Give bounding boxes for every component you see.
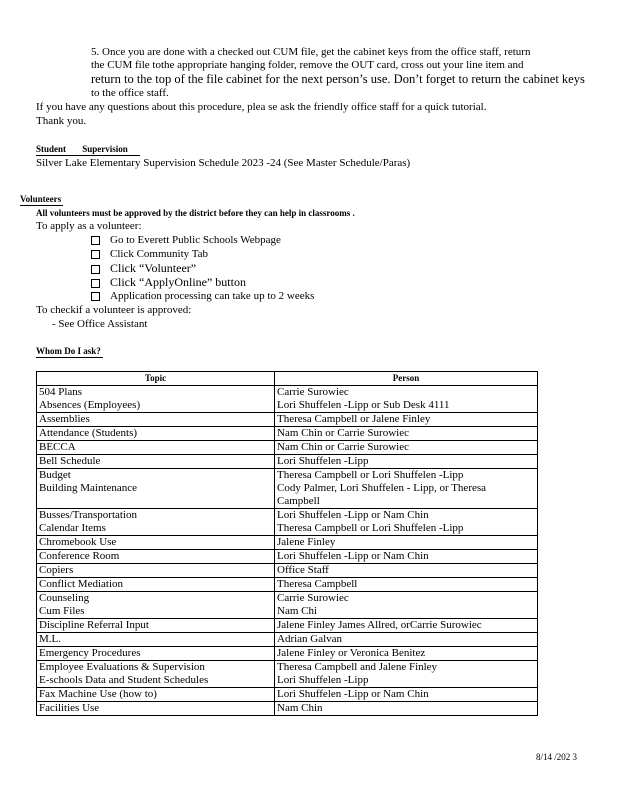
table-row [37,536,538,550]
table-row [37,469,538,509]
table-row [37,427,538,441]
person-cell: Jalene Finley or Veronica Benitez [275,647,538,661]
table-row [37,413,538,427]
volunteer-step [91,262,196,276]
table-row [37,455,538,469]
topic-cell: Employee Evaluations & Supervision E-schools Data and Student Schedules [37,661,275,688]
page-footer: 8/14 /202 3 [536,752,578,762]
table-header-row [37,372,538,386]
table-row [37,550,538,564]
person-cell: Theresa Campbell [275,578,538,592]
step5-line3: return to the top of the file cabinet for the next person’s use. Don’t forget to return the cabinet keys [91,72,585,86]
volunteer-step [91,290,314,303]
questions-text: If you have any questions about this procedure, plea se ask the friendly office staff for a quick tutorial. [36,101,487,113]
step-text: Click Community Tab [110,248,209,260]
table-row [37,592,538,619]
person-cell: Lori Shuffelen -Lipp or Nam Chin [275,550,538,564]
person-cell: Theresa Campbell or Jalene Finley [275,413,538,427]
table-row [37,578,538,592]
topic-cell: Fax Machine Use (how to) [37,688,275,702]
topic-cell: BECCA [37,441,275,455]
person-cell: Jalene Finley [275,536,538,550]
table-row [37,509,538,536]
apply-volunteer-text: To apply as a volunteer: [36,220,142,232]
person-cell: Theresa Campbell and Jalene Finley Lori Shuffelen -Lipp [275,661,538,688]
table-row [37,441,538,455]
step5-line1: 5. Once you are done with a checked out CUM file, get the cabinet keys from the office staff, return [91,46,531,58]
topic-cell: Bell Schedule [37,455,275,469]
check-volunteer-text: To checkif a volunteer is approved: [36,304,192,316]
person-cell: Lori Shuffelen -Lipp [275,455,538,469]
topic-cell: Facilities Use [37,702,275,716]
step-text: Click “ApplyOnline” button [110,275,246,289]
student-supervision-heading [36,144,140,156]
table-row [37,661,538,688]
table-row [37,688,538,702]
column-header-person: Person [275,372,538,386]
topic-cell: Counseling Cum Files [37,592,275,619]
person-cell: Theresa Campbell or Lori Shuffelen -Lipp Cody Palmer, Lori Shuffelen - Lipp, or Theresa Campbell [275,469,538,509]
topic-cell: Busses/Transportation Calendar Items [37,509,275,536]
topic-cell: Copiers [37,564,275,578]
topic-cell: Chromebook Use [37,536,275,550]
step-text: Click “Volunteer” [110,261,197,275]
table-row [37,386,538,413]
topic-cell: 504 Plans Absences (Employees) [37,386,275,413]
person-cell: Nam Chin or Carrie Surowiec [275,427,538,441]
person-cell: Carrie Surowiec Lori Shuffelen -Lipp or Sub Desk 4111 [275,386,538,413]
volunteer-step [91,234,281,247]
person-cell: Jalene Finley James Allred, orCarrie Surowiec [275,619,538,633]
step-text: Application processing can take up to 2 weeks [110,290,315,302]
person-cell: Lori Shuffelen -Lipp or Nam Chin [275,688,538,702]
table-row [37,647,538,661]
topic-cell: Budget Building Maintenance [37,469,275,509]
see-office-assistant-text: - See Office Assistant [52,318,148,330]
supervision-schedule-text: Silver Lake Elementary Supervision Schedule 2023 -24 (See Master Schedule/Paras) [36,157,411,169]
column-header-topic: Topic [37,372,275,386]
volunteers-approval-note: All volunteers must be approved by the district before they can help in classrooms . [36,208,355,218]
step5-line2: the CUM file tothe appropriate hanging folder, remove the OUT card, cross out your line item and [91,59,524,71]
person-cell: Lori Shuffelen -Lipp or Nam Chin Theresa Campbell or Lori Shuffelen -Lipp [275,509,538,536]
contact-table [36,371,538,716]
topic-cell: Assemblies [37,413,275,427]
thank-you-text: Thank you. [36,115,87,127]
whom-do-i-ask-heading: Whom Do I ask? [36,346,101,356]
volunteers-heading: Volunteers [20,194,62,204]
topic-cell: Discipline Referral Input [37,619,275,633]
topic-cell: Conflict Mediation [37,578,275,592]
checkbox-icon [91,292,100,301]
table-body [37,386,538,716]
table-row [37,702,538,716]
person-cell: Office Staff [275,564,538,578]
checkbox-icon [91,236,100,245]
checkbox-icon [91,279,100,288]
volunteer-step [91,276,246,290]
topic-cell: M.L. [37,633,275,647]
volunteer-step [91,248,208,261]
step5-line4: to the office staff. [91,87,169,99]
heading-part: Supervision [82,144,128,154]
checkbox-icon [91,265,100,274]
checkbox-icon [91,250,100,259]
heading-part: Student [36,144,67,154]
person-cell: Nam Chin or Carrie Surowiec [275,441,538,455]
table-row [37,619,538,633]
topic-cell: Emergency Procedures [37,647,275,661]
table-row [37,564,538,578]
step-text: Go to Everett Public Schools Webpage [110,234,281,246]
topic-cell: Conference Room [37,550,275,564]
person-cell: Nam Chin [275,702,538,716]
table-row [37,633,538,647]
person-cell: Carrie Surowiec Nam Chi [275,592,538,619]
topic-cell: Attendance (Students) [37,427,275,441]
person-cell: Adrian Galvan [275,633,538,647]
